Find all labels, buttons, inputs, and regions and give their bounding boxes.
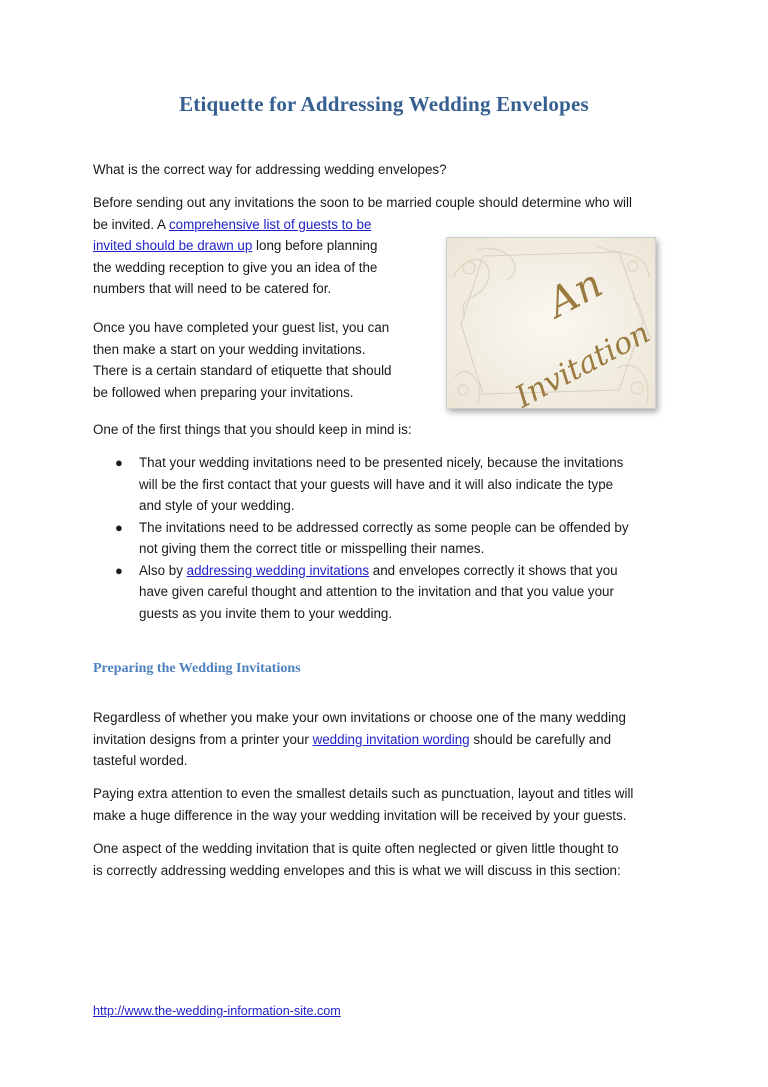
invitation-card-image [446, 237, 656, 409]
section-heading: Preparing the Wedding Invitations [93, 661, 301, 676]
list-item [93, 560, 673, 625]
text-line: tasteful worded. [93, 753, 188, 768]
text-line: Paying extra attention to even the smallest details such as punctuation, layout and titles will [93, 786, 634, 801]
paragraph-keep-in-mind: One of the first things that you should keep in mind is: [93, 422, 412, 437]
bullet-list [93, 452, 673, 624]
text-line: The invitations need to be addressed correctly as some people can be offended by [139, 519, 629, 535]
invitation-wording-link[interactable]: wedding invitation wording [312, 731, 470, 747]
text-line: should be carefully and [469, 731, 612, 747]
text-line: invitation designs from a printer your [93, 731, 313, 747]
paragraph-invitations-start [93, 317, 392, 403]
guest-list-link-continued[interactable]: invited should be drawn up [93, 238, 253, 253]
text-line: and envelopes correctly it shows that you [369, 562, 618, 578]
text-line: Regardless of whether you make your own invitations or choose one of the many wedding [93, 710, 626, 725]
text-line: will be the first contact that your guests will have and it will also indicate the type [139, 476, 614, 492]
bullet-dot: ● [115, 519, 123, 535]
text-line: One aspect of the wedding invitation that is quite often neglected or given little thought to [93, 841, 619, 856]
page-title: Etiquette for Addressing Wedding Envelopes [179, 92, 589, 116]
paragraph-aspect [93, 838, 713, 881]
text-line: That your wedding invitations need to be presented nicely, because the invitations [139, 455, 624, 470]
text-line: be invited. A [93, 216, 169, 232]
guest-list-link[interactable]: comprehensive list of guests to be [168, 216, 372, 232]
invitation-script-word: Invitation [509, 315, 655, 408]
text-line: then make a start on your wedding invitations. [93, 341, 366, 357]
text-line: Once you have completed your guest list, you can [93, 320, 390, 335]
text-line: make a huge difference in the way your wedding invitation will be received by your guests. [93, 807, 627, 823]
text-line: have given careful thought and attention to the invitation and that you value your [139, 584, 614, 599]
text-line: the wedding reception to give you an idea of the [93, 259, 378, 275]
list-item [93, 452, 673, 517]
bullet-dot: ● [115, 455, 123, 470]
intro-paragraph: What is the correct way for addressing wedding envelopes? [93, 162, 447, 177]
text-line: not giving them the correct title or misspelling their names. [139, 541, 485, 556]
list-item [93, 517, 673, 560]
text-line: numbers that will need to be catered for. [93, 281, 332, 296]
invitation-card-illustration [447, 238, 655, 408]
addressing-invitations-link[interactable]: addressing wedding invitations [186, 562, 370, 578]
text-line: There is a certain standard of etiquette that should [93, 363, 392, 378]
text-line: and style of your wedding. [139, 498, 295, 513]
paragraph-details [93, 783, 713, 826]
footer-site-link[interactable]: http://www.the-wedding-information-site.com [93, 1004, 341, 1018]
text-line: guests as you invite them to your wedding. [139, 605, 393, 621]
text-line: is correctly addressing wedding envelopes and this is what we will discuss in this section: [93, 862, 621, 878]
paragraph-regardless [93, 707, 693, 772]
text-line: be followed when preparing your invitations. [93, 384, 354, 400]
text-line: long before planning [252, 238, 378, 253]
text-line: Also by [139, 562, 187, 578]
text-line: Before sending out any invitations the soon to be married couple should determine who will [93, 195, 632, 210]
bullet-dot: ● [115, 562, 123, 578]
invitation-script-an: An [540, 260, 610, 327]
